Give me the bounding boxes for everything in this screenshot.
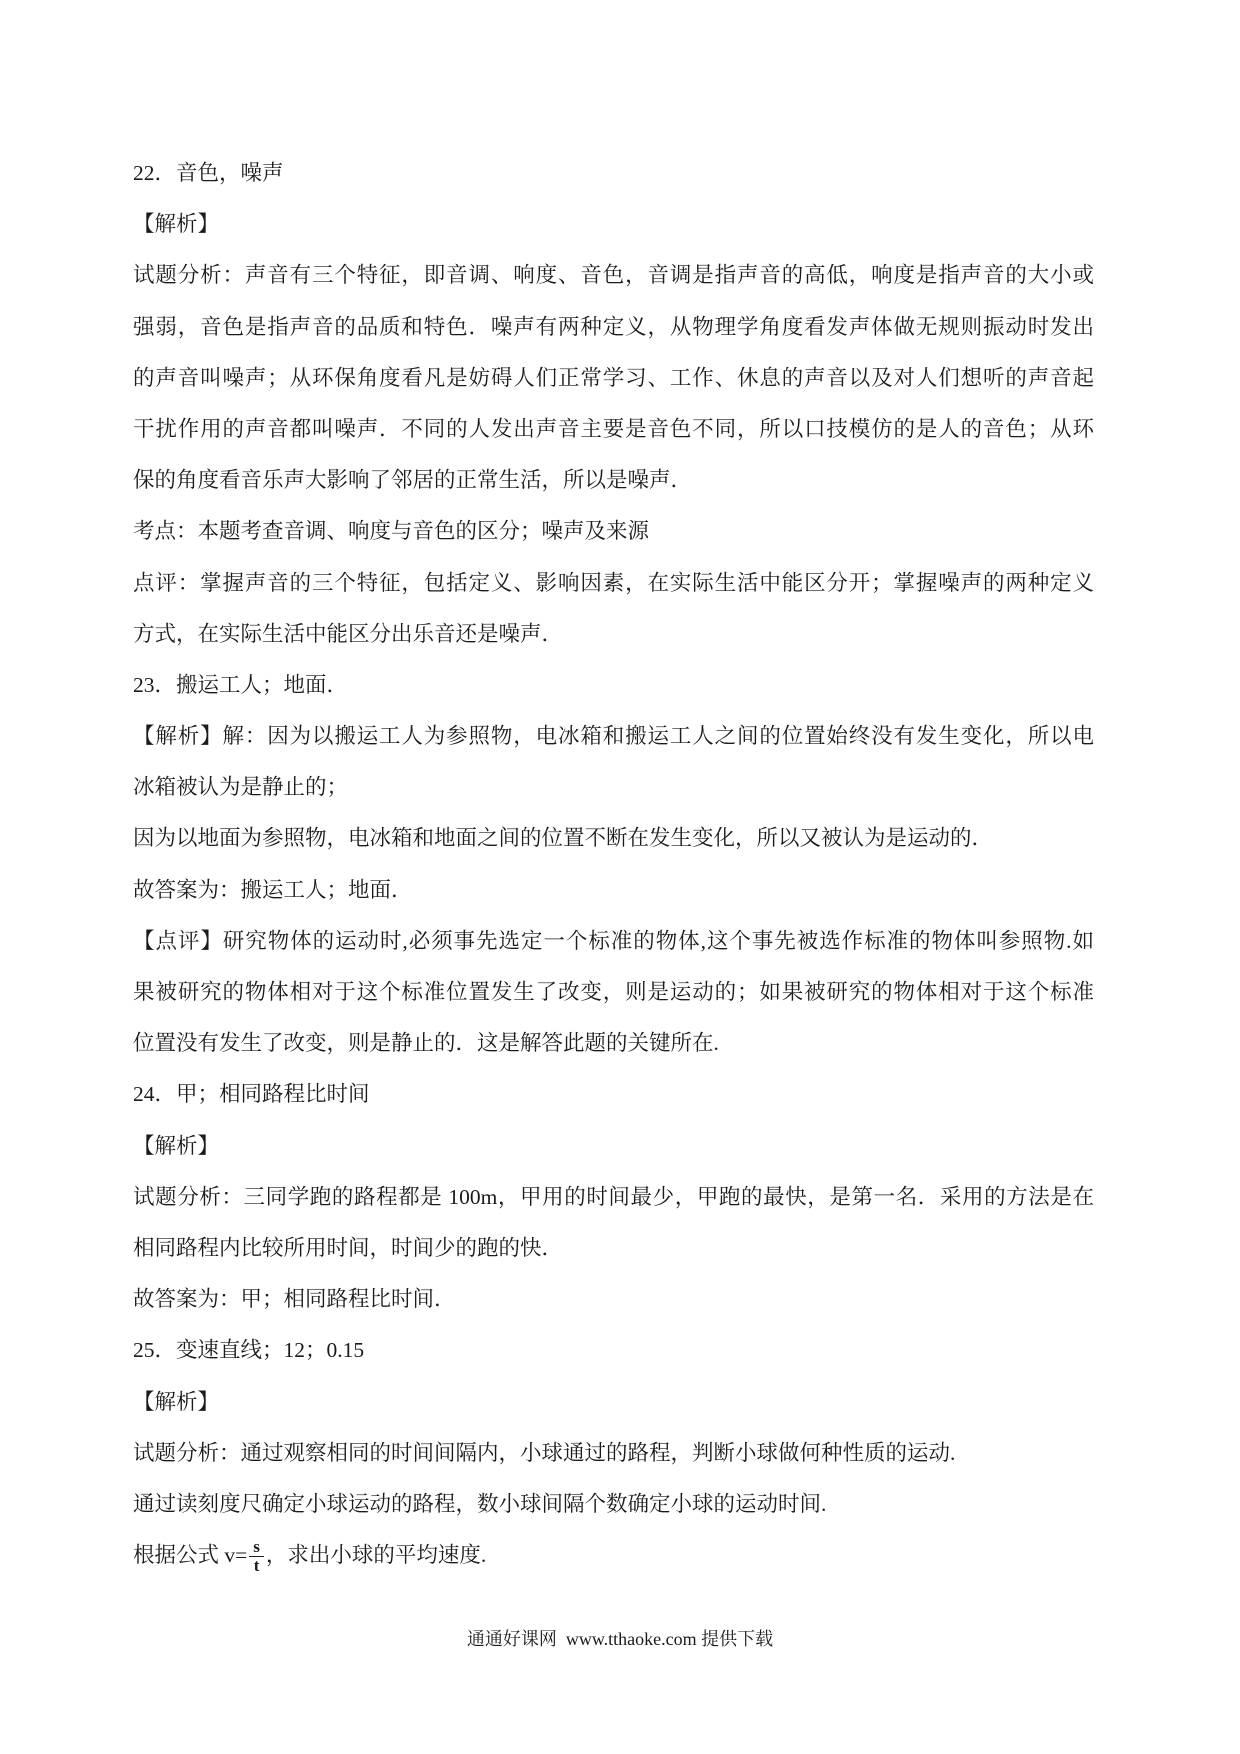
- fraction-numerator: s: [249, 1538, 264, 1558]
- analysis-line: 【解析】解：因为以搬运工人为参照物，电冰箱和搬运工人之间的位置始终没有发生变化，所以电: [133, 724, 1094, 749]
- text-line: 试题分析：声音有三个特征，即音调、响度、音色，音调是指声音的高低，响度是指声音的大小或: [133, 263, 1094, 288]
- fraction-denominator: t: [253, 1556, 260, 1576]
- text-line: 位置没有发生了改变，则是静止的．这是解答此题的关键所在.: [133, 1031, 719, 1056]
- text-line: 保的角度看音乐声大影响了邻居的正常生活，所以是噪声．: [133, 468, 693, 493]
- answer-heading-24: 24．甲；相同路程比时间: [133, 1082, 370, 1107]
- comment-line: 【点评】研究物体的运动时,必须事先选定一个标准的物体,这个事先被选作标准的物体叫参照物.如: [133, 928, 1094, 953]
- answer-heading-25: 25．变速直线；12；0.15: [133, 1338, 365, 1363]
- text-line: 方式，在实际生活中能区分出乐音还是噪声．: [133, 621, 564, 646]
- text-line: 试题分析：通过观察相同的时间间隔内，小球通过的路程，判断小球做何种性质的运动.: [133, 1440, 956, 1465]
- text-line: 果被研究的物体相对于这个标准位置发生了改变，则是运动的；如果被研究的物体相对于这个标准: [133, 980, 1094, 1004]
- answer-summary-line: 故答案为：甲；相同路程比时间．: [133, 1287, 456, 1312]
- analysis-label-line: 【解析】: [133, 1389, 220, 1414]
- answer-heading-23: 23．搬运工人；地面．: [133, 672, 349, 697]
- text-line: 通过读刻度尺确定小球运动的路程，数小球间隔个数确定小球的运动时间.: [133, 1491, 827, 1516]
- formula-suffix: ，求出小球的平均速度.: [265, 1543, 487, 1568]
- analysis-label-line: 【解析】: [133, 1133, 220, 1158]
- text-line: 因为以地面为参照物，电冰箱和地面之间的位置不断在发生变化，所以又被认为是运动的．: [133, 826, 994, 851]
- answer-summary-line: 故答案为：搬运工人；地面．: [133, 877, 413, 902]
- text-line: 强弱，音色是指声音的品质和特色．噪声有两种定义，从物理学角度看发声体做无规则振动时发出: [133, 314, 1094, 339]
- text-line: 冰箱被认为是静止的；: [133, 775, 349, 800]
- formula-line: [133, 1530, 1094, 1581]
- text-line: 的声音叫噪声；从环保角度看凡是妨碍人们正常学习、工作、休息的声音以及对人们想听的声音起: [133, 365, 1094, 390]
- formula-fraction: [249, 1538, 264, 1576]
- answer-heading-22: 22．音色，噪声: [133, 161, 284, 185]
- text-line: 干扰作用的声音都叫噪声．不同的人发出声音主要是音色不同，所以口技模仿的是人的音色；从环: [133, 416, 1094, 441]
- text-line: 相同路程内比较所用时间，时间少的跑的快．: [133, 1235, 564, 1260]
- formula-prefix: 根据公式 v=: [133, 1543, 248, 1568]
- analysis-label-line: 【解析】: [133, 212, 220, 237]
- exam-point-line: 考点：本题考查音调、响度与音色的区分；噪声及来源: [133, 519, 650, 544]
- comment-line: 点评：掌握声音的三个特征，包括定义、影响因素，在实际生活中能区分开；掌握噪声的两种定义: [133, 570, 1094, 595]
- text-line: 试题分析：三同学跑的路程都是 100m，甲用的时间最少，甲跑的最快，是第一名．采用的方法是在: [133, 1184, 1094, 1209]
- footer-note: 通通好课网 www.tthaoke.com 提供下载: [466, 1629, 774, 1649]
